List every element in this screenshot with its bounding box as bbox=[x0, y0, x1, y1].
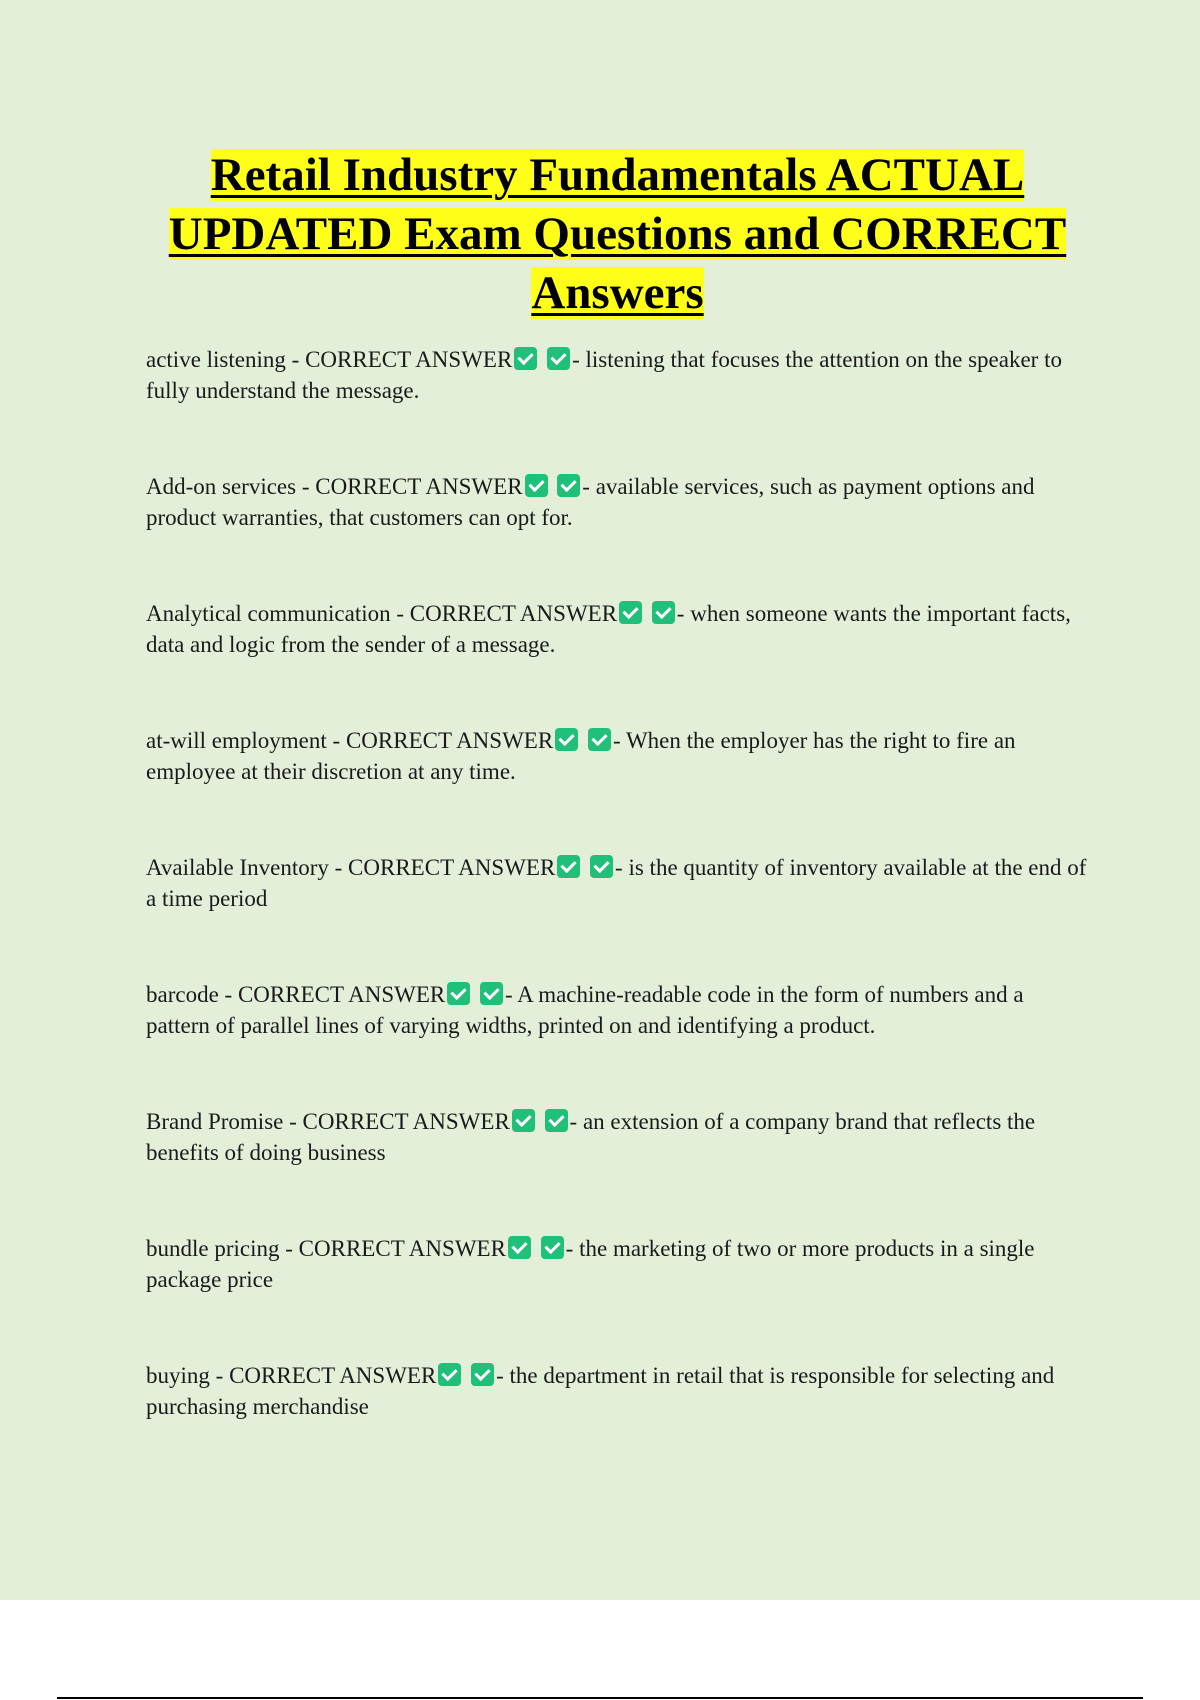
list-item: Analytical communication - CORRECT ANSWER - when someone wants the important facts, data and logic from the sender of a message. bbox=[146, 601, 1071, 657]
entry-term: active listening bbox=[146, 347, 286, 372]
check-mark-icon bbox=[619, 601, 642, 624]
answer-marker: CORRECT ANSWER bbox=[345, 728, 554, 753]
list-item: active listening - CORRECT ANSWER - listening that focuses the attention on the speaker to fully understand the message. bbox=[146, 347, 1062, 403]
title-highlight: Retail Industry Fundamentals ACTUAL UPDATED Exam Questions and CORRECT Answers bbox=[168, 149, 1067, 319]
list-item: Available Inventory - CORRECT ANSWER - is the quantity of inventory available at the end of a time period bbox=[146, 855, 1087, 911]
check-mark-icon bbox=[525, 474, 548, 497]
entry-definition: when someone wants the important facts, data and logic from the sender of a message. bbox=[146, 601, 1071, 657]
entry-definition: an extension of a company brand that reflects the benefits of doing business bbox=[146, 1109, 1036, 1165]
entry-term: bundle pricing bbox=[146, 1236, 280, 1261]
entry-term: Brand Promise bbox=[146, 1109, 284, 1134]
entry-definition: A machine-readable code in the form of numbers and a pattern of parallel lines of varying widths, printed on and identifying a product. bbox=[146, 982, 1024, 1038]
check-mark-icon bbox=[447, 982, 470, 1005]
entry-term: barcode bbox=[146, 982, 219, 1007]
answer-marker: CORRECT ANSWER bbox=[298, 1236, 506, 1261]
entry-definition: the department in retail that is responsible for selecting and purchasing merchandise bbox=[146, 1363, 1055, 1419]
answer-marker: CORRECT ANSWER bbox=[237, 982, 446, 1007]
check-mark-icon bbox=[588, 728, 611, 751]
list-item: buying - CORRECT ANSWER - the department in retail that is responsible for selecting and purchasing merchandise bbox=[146, 1363, 1055, 1419]
check-mark-icon bbox=[557, 474, 580, 497]
entry-term: Add-on services bbox=[146, 474, 297, 499]
answer-marker: CORRECT ANSWER bbox=[229, 1363, 437, 1388]
entry-definition: listening that focuses the attention on the speaker to fully understand the message. bbox=[146, 347, 1062, 403]
list-item: barcode - CORRECT ANSWER - A machine-readable code in the form of numbers and a pattern of parallel lines of varying widths, printed on and identifying a product. bbox=[146, 982, 1024, 1038]
check-mark-icon bbox=[541, 1236, 564, 1259]
answer-marker: CORRECT ANSWER bbox=[315, 474, 523, 499]
check-mark-icon bbox=[471, 1363, 494, 1386]
check-mark-icon bbox=[555, 728, 578, 751]
document-title bbox=[140, 146, 1095, 323]
list-item: Brand Promise - CORRECT ANSWER - an extension of a company brand that reflects the benefits of doing business bbox=[146, 1109, 1036, 1165]
check-mark-icon bbox=[545, 1109, 568, 1132]
entry-definition: is the quantity of inventory available at the end of a time period bbox=[146, 855, 1087, 911]
entry-term: Analytical communication bbox=[146, 601, 391, 626]
entry-term: at-will employment bbox=[146, 728, 327, 753]
check-mark-icon bbox=[512, 1109, 535, 1132]
entry-term: Available Inventory bbox=[146, 855, 329, 880]
entry-definition: available services, such as payment options and product warranties, that customers can opt for. bbox=[146, 474, 1035, 530]
check-mark-icon bbox=[438, 1363, 461, 1386]
check-mark-icon bbox=[480, 982, 503, 1005]
list-item: at-will employment - CORRECT ANSWER - When the employer has the right to fire an employee at their discretion at any time. bbox=[146, 728, 1016, 784]
check-mark-icon bbox=[547, 347, 570, 370]
answer-marker: CORRECT ANSWER bbox=[409, 601, 618, 626]
answer-marker: CORRECT ANSWER bbox=[305, 347, 513, 372]
check-mark-icon bbox=[652, 601, 675, 624]
entry-definition: When the employer has the right to fire an employee at their discretion at any time. bbox=[146, 728, 1016, 784]
footer-divider bbox=[57, 1697, 1143, 1699]
list-item: bundle pricing - CORRECT ANSWER - the marketing of two or more products in a single package price bbox=[146, 1236, 1035, 1292]
check-mark-icon bbox=[590, 855, 613, 878]
entry-term: buying bbox=[146, 1363, 210, 1388]
entry-definition: the marketing of two or more products in a single package price bbox=[146, 1236, 1035, 1292]
entry-list bbox=[146, 344, 1091, 1487]
answer-marker: CORRECT ANSWER bbox=[348, 855, 556, 880]
check-mark-icon bbox=[508, 1236, 531, 1259]
check-mark-icon bbox=[514, 347, 537, 370]
answer-marker: CORRECT ANSWER bbox=[302, 1109, 510, 1134]
check-mark-icon bbox=[557, 855, 580, 878]
list-item: Add-on services - CORRECT ANSWER - available services, such as payment options and product warranties, that customers can opt for. bbox=[146, 474, 1035, 530]
